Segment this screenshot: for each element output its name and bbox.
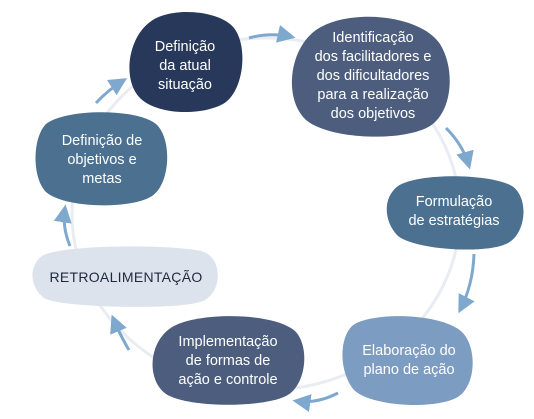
node-identificacao bbox=[292, 17, 450, 137]
node-retroalimentacao bbox=[32, 246, 217, 307]
text-retroalimentacao: RETROALIMENTAÇÃO bbox=[49, 268, 203, 285]
node-formulacao bbox=[387, 176, 524, 249]
text-identificacao: Identificação dos facilitadores e dos dificultadores para a realização dos objetivos bbox=[314, 29, 432, 122]
text-elaboracao: Elaboração do plano de ação bbox=[362, 343, 456, 378]
text-formulacao: Formulação de estratégias bbox=[408, 194, 500, 229]
node-definicao-objetivos bbox=[36, 112, 168, 205]
arrow-formulacao-to-elaboracao bbox=[460, 254, 474, 310]
text-definicao-situacao: Definição da atual situação bbox=[154, 38, 216, 93]
node-elaboracao bbox=[342, 316, 472, 405]
arrow-implementacao-to-retro bbox=[113, 318, 129, 350]
arrow-elaboracao-to-implementacao bbox=[296, 393, 338, 402]
node-definicao-situacao bbox=[129, 12, 242, 112]
text-definicao-objetivos: Definição de objetivos e metas bbox=[61, 132, 143, 187]
arrow-retro-to-objetivos bbox=[64, 208, 70, 246]
node-implementacao bbox=[153, 316, 305, 405]
text-implementacao: Implementação de formas de ação e controle bbox=[178, 333, 278, 388]
